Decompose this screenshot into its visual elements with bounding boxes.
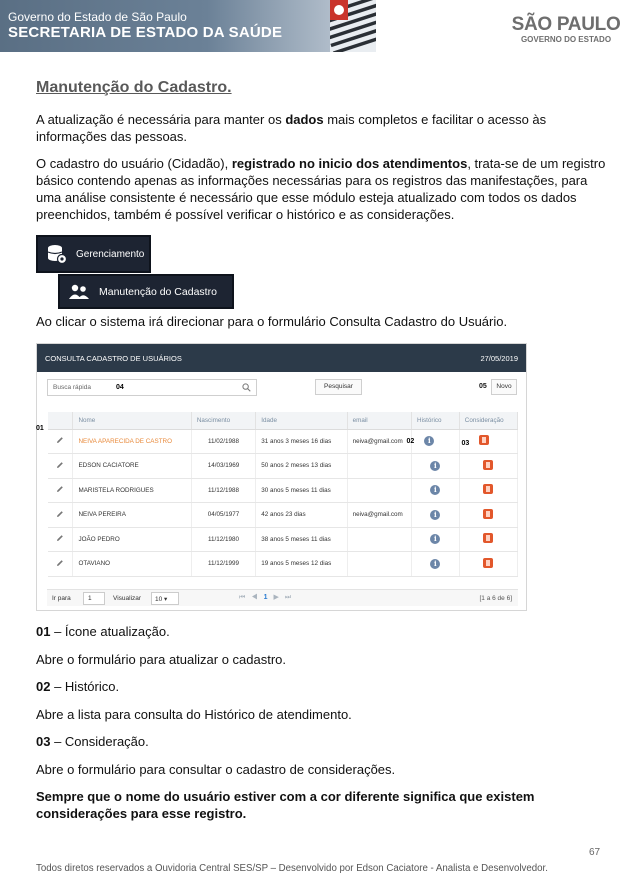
- paragraph-intro: [36, 111, 606, 145]
- age-cell: 42 anos 23 dias: [256, 503, 347, 528]
- table-body: [36, 425, 518, 576]
- go-to-label: Ir para: [52, 595, 71, 602]
- edit-cell: [48, 552, 73, 577]
- row-marker-cell: [36, 425, 48, 454]
- item-02-label: – Histórico.: [50, 679, 120, 694]
- pencil-icon[interactable]: [56, 485, 64, 493]
- name-cell: MARISTELA RODRIGUES: [73, 478, 191, 503]
- table-row[interactable]: [47, 503, 518, 528]
- email-cell: neiva@gmail.com: [347, 503, 411, 528]
- info-icon[interactable]: i: [424, 436, 434, 446]
- consideration-icon[interactable]: [483, 558, 493, 568]
- show-label: Visualizar: [113, 595, 142, 602]
- prev-page-icon[interactable]: ◀: [251, 594, 264, 601]
- pagination-bar: [47, 589, 518, 606]
- edit-cell: [48, 503, 73, 528]
- edit-cell: [48, 454, 73, 479]
- table-row[interactable]: [47, 454, 518, 479]
- info-icon[interactable]: i: [430, 510, 440, 520]
- history-cell: [406, 429, 460, 454]
- p2-text-bold: registrado no inicio dos atendimentos: [231, 156, 468, 171]
- email-cell: [347, 527, 411, 552]
- pencil-icon[interactable]: [56, 559, 64, 567]
- age-cell: 50 anos 2 meses 13 dias: [256, 454, 347, 479]
- item-02-desc: Abre a lista para consulta do Histórico de atendimento.: [36, 707, 352, 722]
- age-cell: 38 anos 5 meses 11 dias: [256, 527, 347, 552]
- table-header-row: [47, 412, 518, 429]
- table-row[interactable]: [47, 478, 518, 503]
- birth-cell: 11/12/1980: [191, 527, 255, 552]
- birth-cell: 14/03/1969: [191, 454, 255, 479]
- menu-manutencao-label: Manutenção do Cadastro: [99, 285, 217, 298]
- edit-col-header: [48, 412, 73, 429]
- name-cell: EDSON CACIATORE: [73, 454, 191, 479]
- name-cell: NEIVA PEREIRA: [73, 503, 191, 528]
- item-03-desc: Abre o formulário para consultar o cadastro de considerações.: [36, 762, 396, 777]
- pencil-icon[interactable]: [56, 534, 64, 542]
- consideration-cell: [459, 454, 517, 479]
- birth-cell: 11/12/1988: [191, 478, 255, 503]
- users-table: [36, 412, 518, 577]
- history-cell: [412, 454, 460, 479]
- search-row: [47, 379, 516, 397]
- consideration-icon[interactable]: [483, 533, 493, 543]
- row-marker-cell: [47, 478, 48, 503]
- consideration-cell: [459, 503, 517, 528]
- item-01-desc: Abre o formulário para atualizar o cadastro.: [36, 652, 287, 667]
- p1-text-c: mais completos e facilitar o acesso às informações das pessoas.: [36, 112, 547, 144]
- edit-cell: [48, 429, 73, 454]
- consideration-cell: [459, 429, 517, 454]
- history-cell: [412, 527, 460, 552]
- per-page-select[interactable]: 10 ▾: [151, 592, 179, 605]
- col-header-nascimento[interactable]: Nascimento: [191, 412, 255, 429]
- info-icon[interactable]: i: [430, 559, 440, 569]
- row-marker: 01: [36, 425, 44, 432]
- current-page[interactable]: 1: [263, 594, 274, 601]
- marker-05: 05: [479, 383, 487, 390]
- birth-cell: 11/12/1999: [191, 552, 255, 577]
- email-cell: [347, 552, 411, 577]
- col-header-idade[interactable]: Idade: [256, 412, 347, 429]
- pencil-icon[interactable]: [56, 436, 64, 444]
- page-title: Manutenção do Cadastro.: [36, 79, 232, 96]
- col-header-email[interactable]: email: [347, 412, 411, 429]
- item-01-number: 01: [36, 624, 51, 639]
- row-marker-cell: [47, 454, 48, 479]
- p2-text-a: O cadastro do usuário (Cidadão),: [36, 156, 232, 171]
- menu-gerenciamento-label: Gerenciamento: [76, 248, 145, 260]
- p1-text-bold: dados: [285, 112, 324, 127]
- per-page-value: 10: [155, 596, 163, 603]
- sao-paulo-logo: [510, 14, 622, 44]
- record-range: [1 a 6 de 6]: [479, 595, 512, 602]
- item-02-number: 02: [36, 679, 51, 694]
- birth-cell: 11/02/1988: [191, 429, 255, 454]
- email-cell: neiva@gmail.com: [347, 429, 411, 454]
- col-header-historico: Histórico: [412, 412, 460, 429]
- quick-search-input[interactable]: [47, 379, 257, 396]
- users-icon: [68, 283, 90, 301]
- page-input[interactable]: 1: [83, 592, 105, 605]
- item-02-title: [36, 679, 119, 694]
- item-03-title: [36, 734, 149, 749]
- age-cell: 19 anos 5 meses 12 dias: [256, 552, 347, 577]
- row-marker-cell: [47, 552, 48, 577]
- age-cell: 30 anos 5 meses 11 dias: [256, 478, 347, 503]
- edit-cell: [48, 527, 73, 552]
- database-gear-icon: [46, 243, 68, 265]
- logo-main-text: SÃO PAULO: [511, 14, 621, 35]
- paragraph-cadastro: [36, 155, 606, 223]
- col-header-nome[interactable]: Nome: [73, 412, 191, 429]
- sp-flag-icon: [330, 0, 376, 52]
- page-number: 67: [589, 847, 601, 858]
- history-cell: [412, 503, 460, 528]
- consideration-cell: [459, 478, 517, 503]
- consideration-cell: [459, 527, 517, 552]
- screen-date: 27/05/2019: [480, 353, 518, 363]
- item-01-title: [36, 624, 170, 639]
- row-marker-cell: [47, 527, 48, 552]
- marker-04: 04: [116, 384, 124, 391]
- email-cell: [347, 478, 411, 503]
- header-banner: [0, 0, 376, 52]
- col-header-consideracao: Consideração: [459, 412, 517, 429]
- consideration-cell: [459, 552, 517, 577]
- consideration-icon[interactable]: [483, 460, 493, 470]
- history-marker: 02: [406, 438, 415, 446]
- table-row[interactable]: [47, 527, 518, 552]
- pesquisar-button[interactable]: Pesquisar: [315, 379, 362, 395]
- consulta-cadastro-screenshot: [36, 343, 527, 611]
- logo-sub-text: GOVERNO DO ESTADO: [520, 35, 612, 44]
- p1-text-a: A atualização é necessária para manter os: [36, 112, 286, 127]
- name-cell: NEIVA APARECIDA DE CASTRO: [73, 429, 191, 454]
- search-icon[interactable]: [242, 383, 251, 392]
- name-cell: OTAVIANO: [73, 552, 191, 577]
- age-cell: 31 anos 3 meses 16 dias: [256, 429, 347, 454]
- table-row[interactable]: [47, 552, 518, 577]
- pencil-icon[interactable]: [56, 461, 64, 469]
- screen-title: CONSULTA CADASTRO DE USUÁRIOS: [45, 353, 182, 363]
- item-03-label: – Consideração.: [50, 734, 149, 749]
- consideration-icon[interactable]: [483, 509, 493, 519]
- footer-text: Todos diretos reservados a Ouvidoria Central SES/SP – Desenvolvido por Edson Caciatore - Analista e Desenvolvedor.: [36, 863, 548, 874]
- caption-text: Ao clicar o sistema irá direcionar para o formulário Consulta Cadastro do Usuário.: [36, 314, 508, 329]
- history-cell: [412, 552, 460, 577]
- row-marker-cell: [47, 503, 48, 528]
- consideration-marker: 03: [461, 440, 470, 448]
- edit-cell: [48, 478, 73, 503]
- history-cell: [412, 478, 460, 503]
- first-page-icon[interactable]: ⏮: [239, 594, 252, 601]
- menu-gerenciamento-button[interactable]: [36, 235, 151, 273]
- search-placeholder: Busca rápida: [53, 384, 91, 391]
- page-nav: [239, 593, 297, 602]
- menu-manutencao-button[interactable]: [58, 274, 234, 309]
- info-icon[interactable]: i: [430, 534, 440, 544]
- screen-header: [37, 344, 526, 372]
- name-cell: JOÃO PEDRO: [73, 527, 191, 552]
- p2-text-c: , trata-se de um registro básico contendo apenas as informações necessárias para os registros das manifestações, para uma análise consistente é necessário que esse módulo esteja atualizado com todos os dados preenchidos, também é possível verificar o histórico e as considerações.: [36, 156, 606, 222]
- info-icon[interactable]: i: [430, 461, 440, 471]
- table-row[interactable]: [47, 429, 518, 454]
- highlight-note: Sempre que o nome do usuário estiver com a cor diferente significa que existem considerações para esse registro.: [36, 789, 535, 821]
- last-page-icon[interactable]: ⏭: [284, 594, 298, 601]
- birth-cell: 04/05/1977: [191, 503, 255, 528]
- consideration-icon[interactable]: [483, 484, 493, 494]
- item-03-number: 03: [36, 734, 51, 749]
- gov-line: Governo do Estado de São Paulo: [8, 10, 187, 24]
- pencil-icon[interactable]: [56, 510, 64, 518]
- secretaria-line: SECRETARIA DE ESTADO DA SAÚDE: [8, 24, 283, 41]
- consideration-icon[interactable]: [479, 435, 489, 445]
- next-page-icon[interactable]: ▶: [273, 594, 285, 601]
- item-01-label: – Ícone atualização.: [50, 624, 170, 639]
- email-cell: [347, 454, 411, 479]
- novo-button[interactable]: Novo: [491, 379, 517, 395]
- info-icon[interactable]: i: [430, 485, 440, 495]
